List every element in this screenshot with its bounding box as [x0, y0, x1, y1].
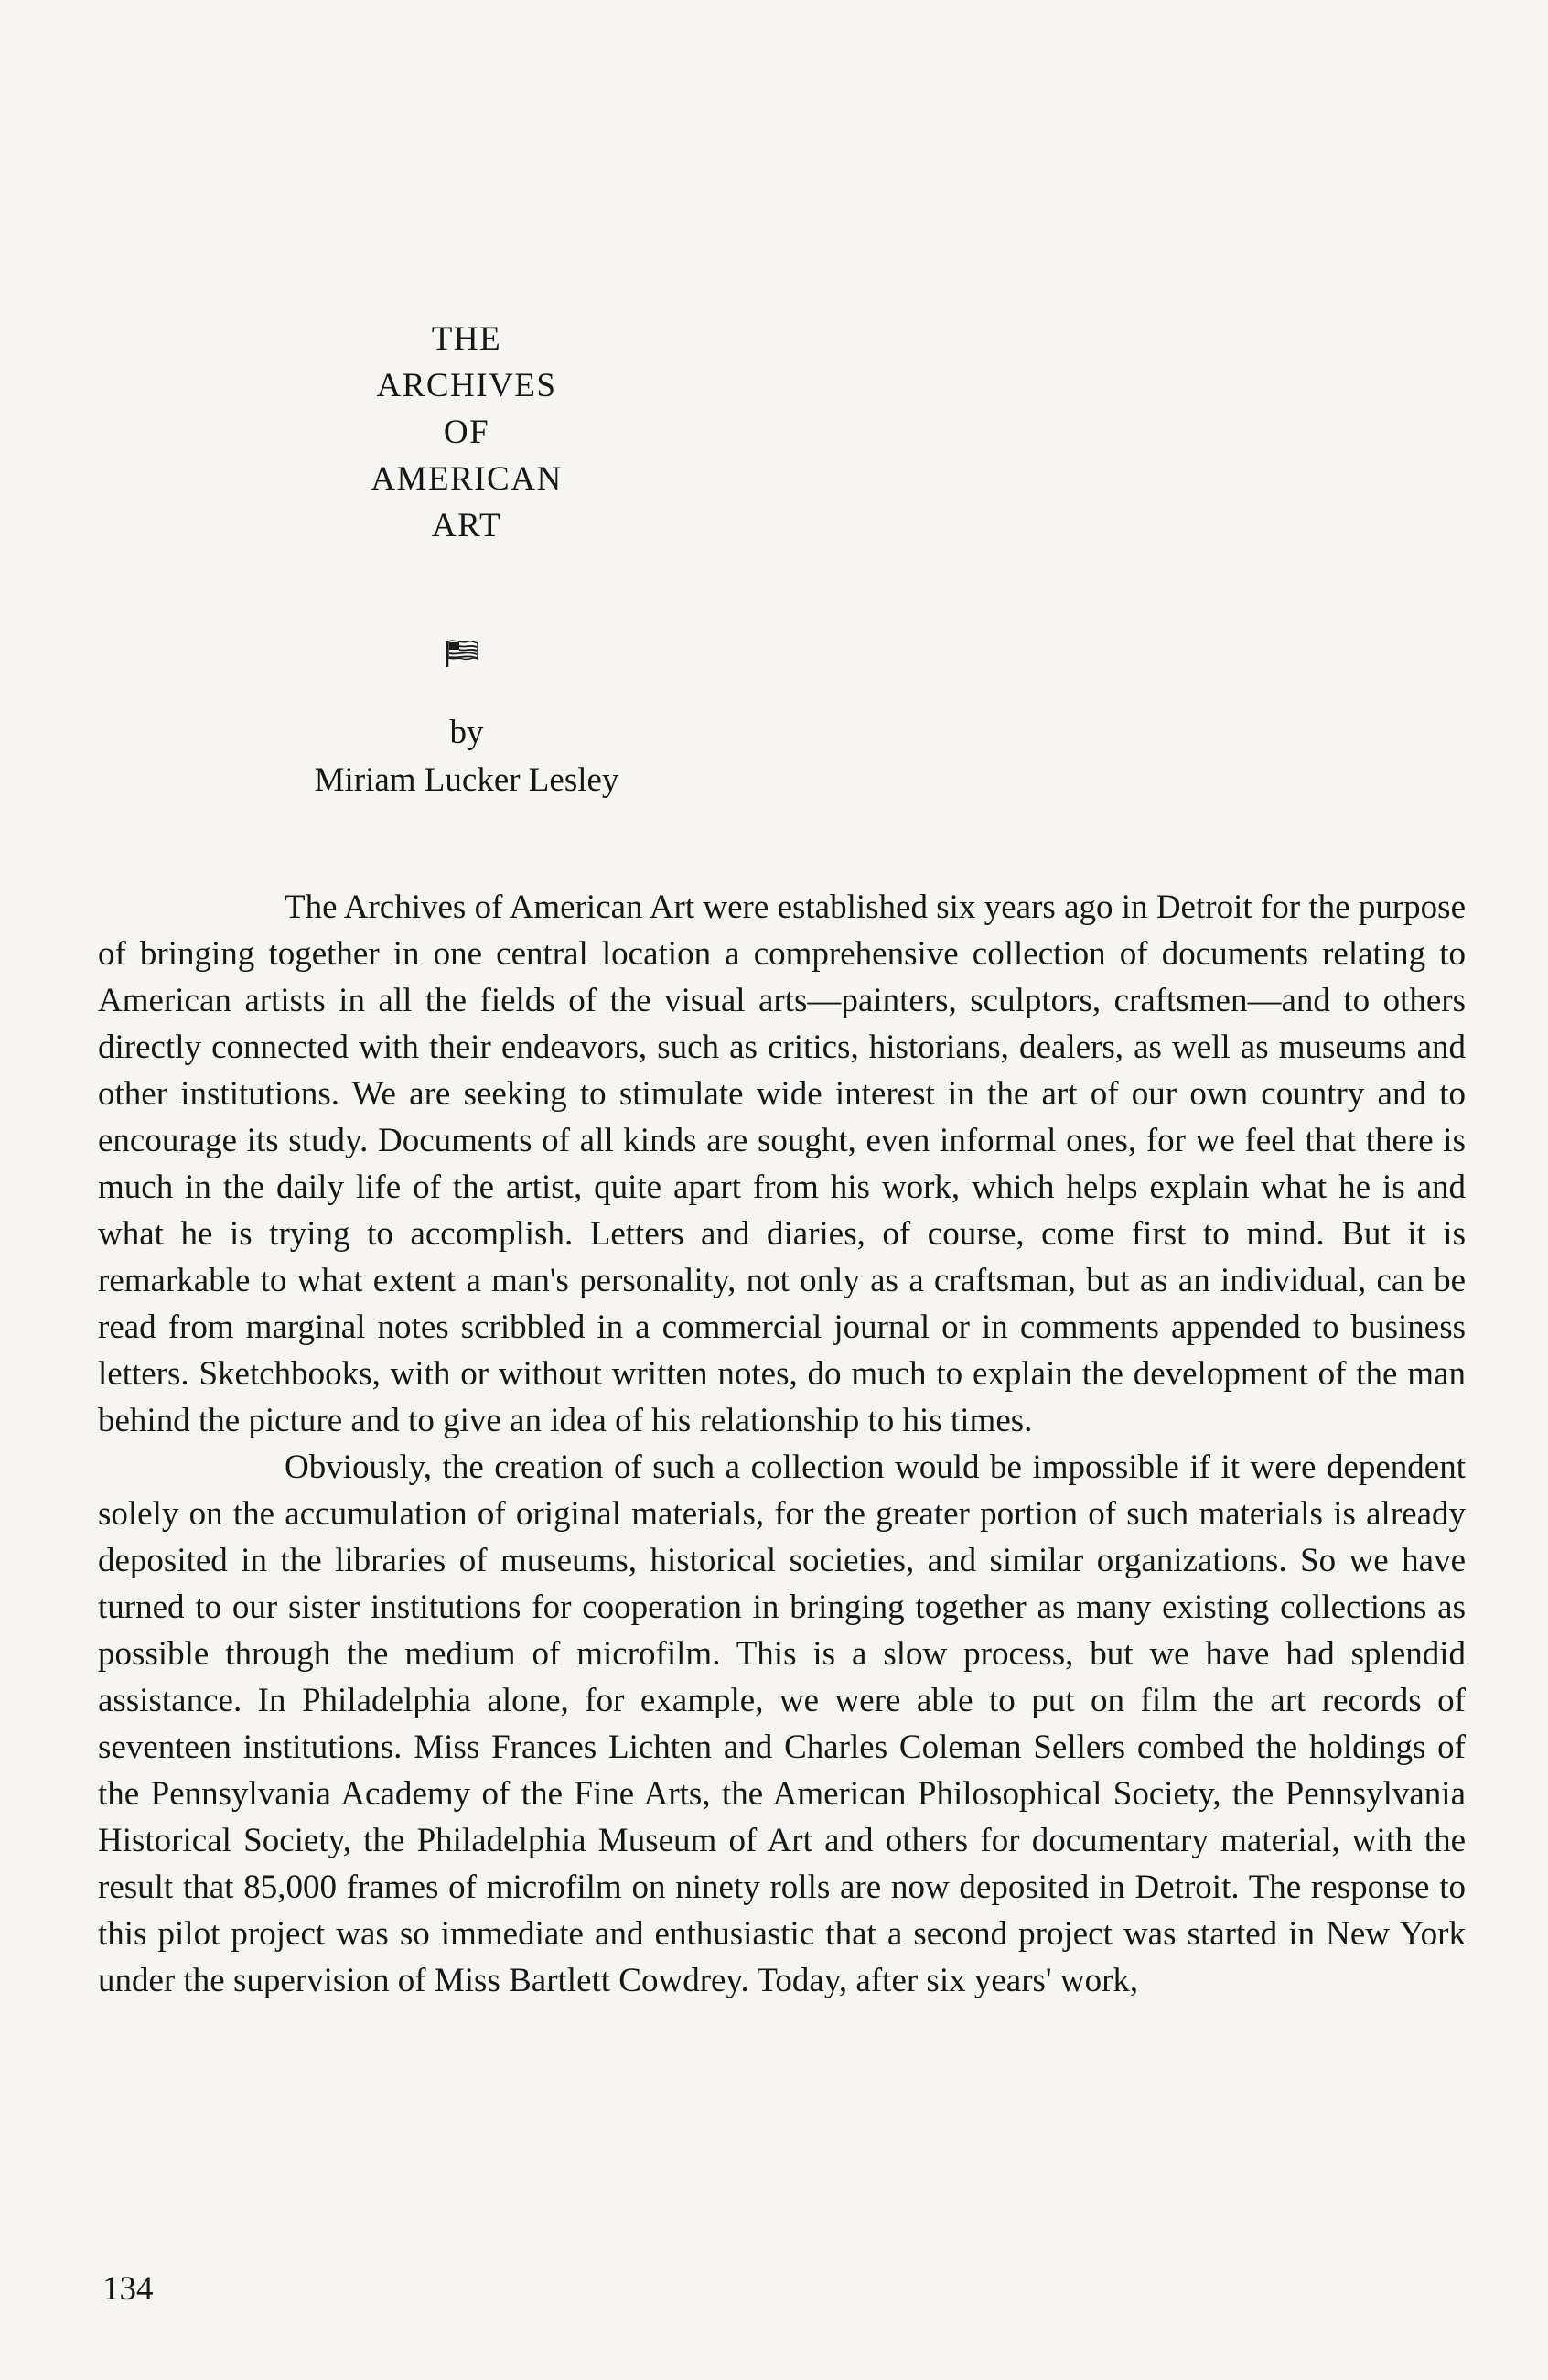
title-line: OF [443, 414, 490, 451]
paragraph: Obviously, the creation of such a collection would be impossible if it were dependent solely on the accumulation of original materials, for the greater portion of such materials is already deposited in the libraries of museums, historical societies, and similar organizations. So we have turned to our sister institutions for cooperation in bringing together as many existing collections as possible through the medium of microfilm. This is a slow process, but we have had splendid assistance. In Philadelphia alone, for example, we were able to put on film the art records of seventeen institutions. Miss Frances Lichten and Charles Coleman Sellers combed the holdings of the Pennsylvania Academy of the Fine Arts, the American Philosophical Society, the Pennsylvania Historical Society, the Philadelphia Museum of Art and others for documentary material, with the result that 85,000 frames of microfilm on ninety rolls are now deposited in Detroit. The response to this pilot project was so immediate and enthusiastic that a second project was started in New York under the supervision of Miss Bartlett Cowdrey. Today, after six years' work, [98, 1448, 1466, 1999]
title-line: ARCHIVES [376, 367, 557, 404]
article-title [348, 316, 586, 549]
page-number: 134 [102, 2270, 154, 2308]
byline [238, 709, 695, 804]
title-line: ART [431, 507, 502, 544]
title-line: AMERICAN [371, 460, 563, 498]
byline-prefix: by [449, 714, 484, 751]
title-line: THE [431, 320, 502, 358]
paragraph: The Archives of American Art were established six years ago in Detroit for the purpose of bringing together in one central location a comprehensive collection of documents relating to American artists in all the fields of the visual arts—painters, sculptors, craftsmen—and to others directly connected with their endeavors, such as critics, historians, dealers, as well as museums and other institutions. We are seeking to stimulate wide interest in the art of our own country and to encourage its study. Documents of all kinds are sought, even informal ones, for we feel that there is much in the daily life of the artist, quite apart from his work, which helps explain what he is and what he is trying to accomplish. Letters and diaries, of course, come first to mind. But it is remarkable to what extent a man's personality, not only as a craftsman, but as an individual, can be read from marginal notes scribbled in a commercial journal or in comments appended to business letters. Sketchbooks, with or without written notes, do much to explain the development of the man behind the picture and to give an idea of his relationship to his times. [98, 888, 1466, 1439]
flag-icon [445, 639, 479, 668]
article-body [98, 884, 1466, 2004]
author-name: Miriam Lucker Lesley [314, 761, 619, 799]
